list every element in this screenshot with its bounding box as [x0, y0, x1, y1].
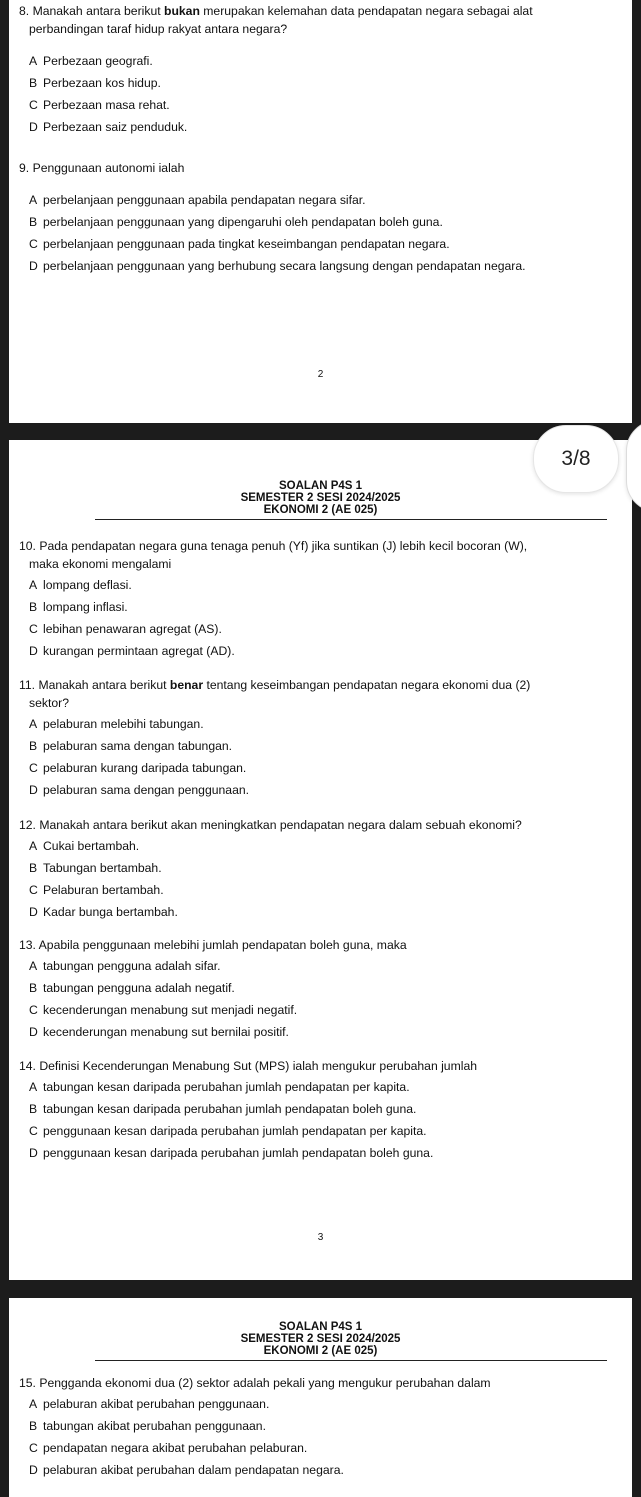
page-header [9, 480, 632, 516]
header-line-1: SOALAN P4S 1 [278, 1321, 363, 1333]
header-line-2: SEMESTER 2 SESI 2024/2025 [240, 1333, 401, 1345]
document-page-4 [9, 1298, 632, 1497]
stem-text: merupakan kelemahan data pendapatan negara sebagai alat [199, 4, 533, 18]
option-a: A pelaburan melebihi tabungan. [29, 717, 204, 731]
question-stem [19, 936, 620, 954]
question-10 [19, 537, 620, 664]
stem-text: Manakah antara berikut akan meningkatkan pendapatan negara dalam sebuah ekonomi? [39, 818, 522, 832]
question-9 [19, 159, 620, 279]
question-number: 8. [19, 4, 30, 18]
option-d: D Kadar bunga bertambah. [29, 905, 178, 919]
stem-text: Definisi Kecenderungan Menabung Sut (MPS) ialah mengukur perubahan jumlah [39, 1059, 478, 1073]
option-c: C kecenderungan menabung sut menjadi negatif. [29, 1003, 298, 1017]
question-14 [19, 1057, 620, 1166]
question-stem [19, 2, 620, 38]
page-header [9, 1321, 632, 1357]
option-d: D perbelanjaan penggunaan yang berhubung secara langsung dengan pendapatan negara. [29, 259, 526, 273]
question-8 [19, 2, 620, 140]
question-12 [19, 816, 620, 925]
stem-text: Manakah antara berikut [38, 678, 170, 692]
option-b: B tabungan kesan daripada perubahan jumlah pendapatan boleh guna. [29, 1102, 417, 1116]
option-a: A tabungan kesan daripada perubahan jumlah pendapatan per kapita. [29, 1080, 410, 1094]
document-page-2 [9, 0, 632, 423]
option-d: D pelaburan sama dengan penggunaan. [29, 783, 250, 797]
options-list [19, 191, 620, 275]
question-13 [19, 936, 620, 1045]
options-list [19, 1395, 620, 1479]
page-number: 2 [317, 369, 324, 380]
stem-text: Manakah antara berikut [32, 4, 164, 18]
stem-continuation: perbandingan taraf hidup rakyat antara negara? [29, 22, 288, 36]
question-stem [19, 159, 620, 177]
question-11 [19, 676, 620, 803]
stem-text: Pada pendapatan negara guna tenaga penuh (Yf) jika suntikan (J) lebih kecil bocoran (W), [39, 539, 528, 553]
option-a: A tabungan pengguna adalah sifar. [29, 959, 221, 973]
option-a: A Cukai bertambah. [29, 839, 140, 853]
option-c: C penggunaan kesan daripada perubahan jumlah pendapatan per kapita. [29, 1124, 427, 1138]
question-stem [19, 1374, 620, 1392]
question-number: 10. [19, 539, 36, 553]
option-c: C lebihan penawaran agregat (AS). [29, 622, 222, 636]
document-page-3 [9, 440, 632, 1280]
option-b: B Perbezaan kos hidup. [29, 76, 161, 90]
page-number: 3 [317, 1232, 324, 1243]
option-b: B tabungan pengguna adalah negatif. [29, 981, 235, 995]
option-d: D Perbezaan saiz penduduk. [29, 120, 188, 134]
option-b: B lompang inflasi. [29, 600, 128, 614]
stem-emphasis: bukan [164, 4, 200, 18]
question-15 [19, 1374, 620, 1483]
option-c: C pendapatan negara akibat perubahan pelaburan. [29, 1441, 308, 1455]
option-b: B Tabungan bertambah. [29, 861, 162, 875]
question-stem [19, 676, 620, 712]
option-b: B tabungan akibat perubahan penggunaan. [29, 1419, 266, 1433]
option-a: A lompang deflasi. [29, 578, 132, 592]
question-number: 14. [19, 1059, 36, 1073]
option-d: D penggunaan kesan daripada perubahan jumlah pendapatan boleh guna. [29, 1146, 434, 1160]
option-d: D pelaburan akibat perubahan dalam pendapatan negara. [29, 1463, 344, 1477]
options-list [19, 715, 620, 799]
stem-emphasis: benar [169, 678, 204, 692]
stem-continuation: sektor? [29, 696, 69, 710]
page-indicator: 3/8 [533, 425, 619, 493]
option-b: B perbelanjaan penggunaan yang dipengaruhi oleh pendapatan boleh guna. [29, 215, 443, 229]
option-b: B pelaburan sama dengan tabungan. [29, 739, 233, 753]
option-d: D kecenderungan menabung sut bernilai positif. [29, 1025, 289, 1039]
option-a: A pelaburan akibat perubahan penggunaan. [29, 1397, 270, 1411]
stem-text: Penggunaan autonomi ialah [32, 161, 185, 175]
options-list [19, 837, 620, 921]
stem-text: tentang keseimbangan pendapatan negara ekonomi dua (2) [203, 678, 531, 692]
option-a: A perbelanjaan penggunaan apabila pendapatan negara sifar. [29, 193, 366, 207]
option-c: C Perbezaan masa rehat. [29, 98, 170, 112]
question-number: 15. [19, 1376, 36, 1390]
question-number: 9. [19, 161, 30, 175]
header-line-3: EKONOMI 2 (AE 025) [263, 504, 378, 516]
question-stem [19, 1057, 620, 1075]
option-c: C perbelanjaan penggunaan pada tingkat keseimbangan pendapatan negara. [29, 237, 450, 251]
stem-continuation: maka ekonomi mengalami [29, 557, 172, 571]
stem-text: Pengganda ekonomi dua (2) sektor adalah pekali yang mengukur perubahan dalam [39, 1376, 491, 1390]
stem-text: Apabila penggunaan melebihi jumlah pendapatan boleh guna, maka [38, 938, 407, 952]
header-line-1: SOALAN P4S 1 [278, 480, 363, 492]
question-number: 12. [19, 818, 36, 832]
option-a: A Perbezaan geografi. [29, 54, 153, 68]
options-list [19, 52, 620, 136]
options-list [19, 1078, 620, 1162]
options-list [19, 957, 620, 1041]
question-stem [19, 537, 620, 573]
header-divider [95, 519, 607, 520]
option-c: C Pelaburan bertambah. [29, 883, 164, 897]
header-line-3: EKONOMI 2 (AE 025) [263, 1345, 378, 1357]
option-c: C pelaburan kurang daripada tabungan. [29, 761, 247, 775]
question-number: 11. [19, 678, 36, 692]
question-number: 13. [19, 938, 36, 952]
header-divider [95, 1360, 607, 1361]
option-d: D kurangan permintaan agregat (AD). [29, 644, 235, 658]
options-list [19, 576, 620, 660]
header-line-2: SEMESTER 2 SESI 2024/2025 [240, 492, 401, 504]
question-stem [19, 816, 620, 834]
